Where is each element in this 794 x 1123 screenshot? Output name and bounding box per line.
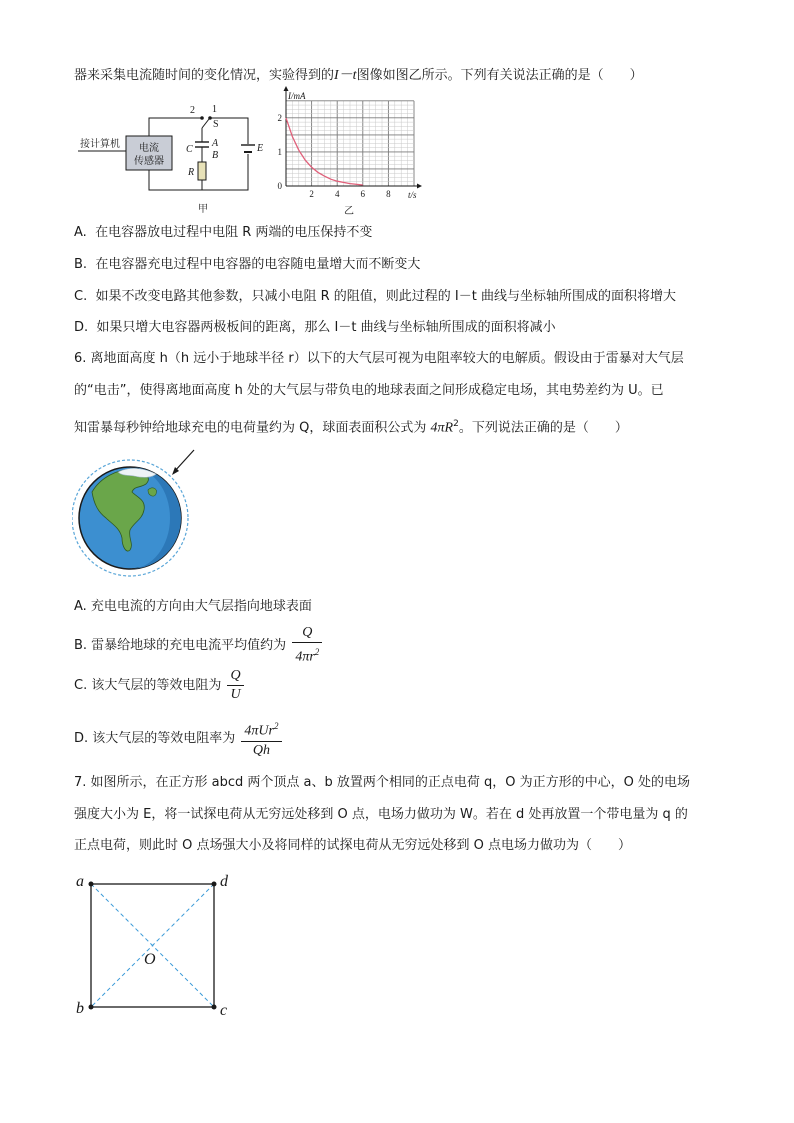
terminal-1-label: 1	[212, 104, 217, 115]
q6-option-b	[74, 624, 324, 667]
q6-option-c	[74, 667, 246, 705]
battery-label: E	[257, 143, 264, 154]
vertex-c-dot	[212, 1005, 217, 1010]
x-tick-label: 2	[309, 189, 314, 199]
q5-intro-post: 图像如图乙所示。下列有关说法正确的是（ ）	[356, 68, 643, 83]
sensor-label-1: 电流	[139, 143, 159, 154]
vertex-a-dot	[89, 882, 94, 887]
vertex-a-label: a	[76, 873, 84, 890]
graph-xlabel: t/s	[408, 190, 417, 200]
q5-option-c	[74, 287, 676, 307]
x-axis-arrow	[417, 184, 422, 189]
computer-label: 接计算机	[80, 139, 120, 150]
arrow-line	[174, 450, 194, 472]
y-tick-label: 0	[277, 181, 282, 191]
sensor-label-2: 传感器	[134, 156, 164, 167]
q6-line-2: 的“电击”，使得离地面高度 h 处的大气层与带负电的地球表面之间形成稳定电场，其电势差约为 U。已	[74, 383, 664, 398]
resistor-label: R	[188, 167, 195, 178]
q6-option-d-num: 4πUr	[244, 723, 274, 739]
vertex-c-label: c	[220, 1002, 228, 1019]
q5-option-a-text: 在电容器放电过程中电阻 R 两端的电压保持不变	[95, 225, 373, 240]
q6-line-1: 6. 离地面高度 h（h 远小于地球半径 r）以下的大气层可视为电阻率较大的电解质。假设由于雷暴对大气层	[74, 351, 684, 366]
x-tick-label: 8	[386, 189, 391, 199]
vertex-d-dot	[212, 882, 217, 887]
it-graph	[276, 86, 422, 218]
q5-option-d-label: D.	[74, 320, 89, 335]
q6-option-a: A. 充电电流的方向由大气层指向地球表面	[74, 599, 312, 614]
center-o-label: O	[144, 951, 156, 968]
q6-option-d	[74, 717, 284, 760]
x-tick-label: 6	[360, 189, 366, 199]
q5-option-d	[74, 318, 556, 338]
q5-option-c-text: 如果不改变电路其他参数，只减小电阻 R 的阻值，则此过程的 I－t 曲线与坐标轴所围成的面积将增大	[95, 289, 676, 304]
circuit-caption: 甲	[198, 204, 208, 215]
q5-option-d-text: 如果只增大电容器两极板间的距离，那么 I－t 曲线与坐标轴所围成的面积将减小	[96, 320, 556, 335]
q5-option-b-text: 在电容器充电过程中电容器的电容随电量增大而不断变大	[95, 257, 421, 272]
q5-option-a-label: A.	[74, 225, 87, 240]
sphere-area-formula: 4πR	[430, 420, 454, 436]
terminal-2-label: 2	[190, 105, 195, 116]
graph-caption: 乙	[344, 206, 354, 217]
q7-line-3: 正点电荷，则此时 O 点场强大小及将同样的试探电荷从无穷远处移到 O 点电场力做功为（ ）	[74, 838, 631, 853]
q5-option-a	[74, 223, 372, 243]
q5-intro	[74, 66, 643, 86]
vertex-b-dot	[89, 1005, 94, 1010]
q6-option-d-fraction: $\frac{4\pi Ur^2}{Qh}$	[241, 717, 281, 760]
earth-illustration	[72, 448, 202, 583]
q6-option-b-fraction: $\frac{Q}{4\pi r^2}$	[292, 624, 322, 667]
q5-intro-pre: 器来采集电流随时间的变化情况，实验得到的	[74, 68, 335, 83]
y-tick-label: 1	[277, 146, 282, 157]
graph-ylabel: I/mA	[288, 91, 306, 101]
vertex-d-label: d	[220, 873, 228, 890]
vertex-b-label: b	[76, 1000, 84, 1017]
q6-option-c-num: Q	[227, 667, 243, 686]
square-diagram	[70, 868, 240, 1020]
y-tick-label: 2	[277, 112, 282, 123]
q5-option-b-label: B.	[74, 257, 88, 272]
switch-label: S	[213, 119, 219, 130]
q6-option-c-text: C. 该大气层的等效电阻为	[74, 678, 222, 693]
capacitor-label: C	[186, 144, 193, 155]
q6-line-3-post: 。下列说法正确的是（ ）	[458, 420, 628, 436]
q6-option-c-den: U	[230, 687, 241, 702]
x-tick-label: 4	[334, 189, 340, 199]
q6-option-c-fraction	[227, 667, 243, 704]
q6-option-d-den: Qh	[252, 742, 271, 758]
circuit-diagram	[76, 100, 276, 218]
switch-s	[202, 119, 209, 128]
resistor-r	[198, 162, 206, 180]
q5-option-c-label: C.	[74, 289, 88, 304]
q5-option-b	[74, 255, 420, 275]
q6-line-3: 知雷暴每秒钟给地球充电的电荷量约为 Q，球面表面积公式为 $4\pi R^2$。下列说法正确的是（ ）	[74, 419, 628, 436]
plate-b-label: B	[212, 150, 219, 161]
q6-option-b-text: B. 雷暴给地球的充电电流平均值约为	[74, 637, 287, 653]
q6-line-3-pre: 知雷暴每秒钟给地球充电的电荷量约为 Q，球面表面积公式为	[74, 420, 431, 436]
plate-a-label: A	[212, 138, 219, 149]
q6-option-b-num: Q	[292, 624, 322, 643]
q5-intro-var: I－t	[334, 68, 357, 83]
q6-option-b-den: 4πr	[295, 649, 315, 665]
q6-option-d-text: D. 该大气层的等效电阻率为	[74, 730, 236, 746]
q7-line-2: 强度大小为 E，将一试探电荷从无穷远处移到 O 点，电场力做功为 W。若在 d 处再放置一个带电量为 q 的	[74, 807, 688, 822]
q7-line-1: 7. 如图所示，在正方形 abcd 两个顶点 a、b 放置两个相同的正点电荷 q，O 为正方形的中心，O 处的电场	[74, 775, 691, 790]
